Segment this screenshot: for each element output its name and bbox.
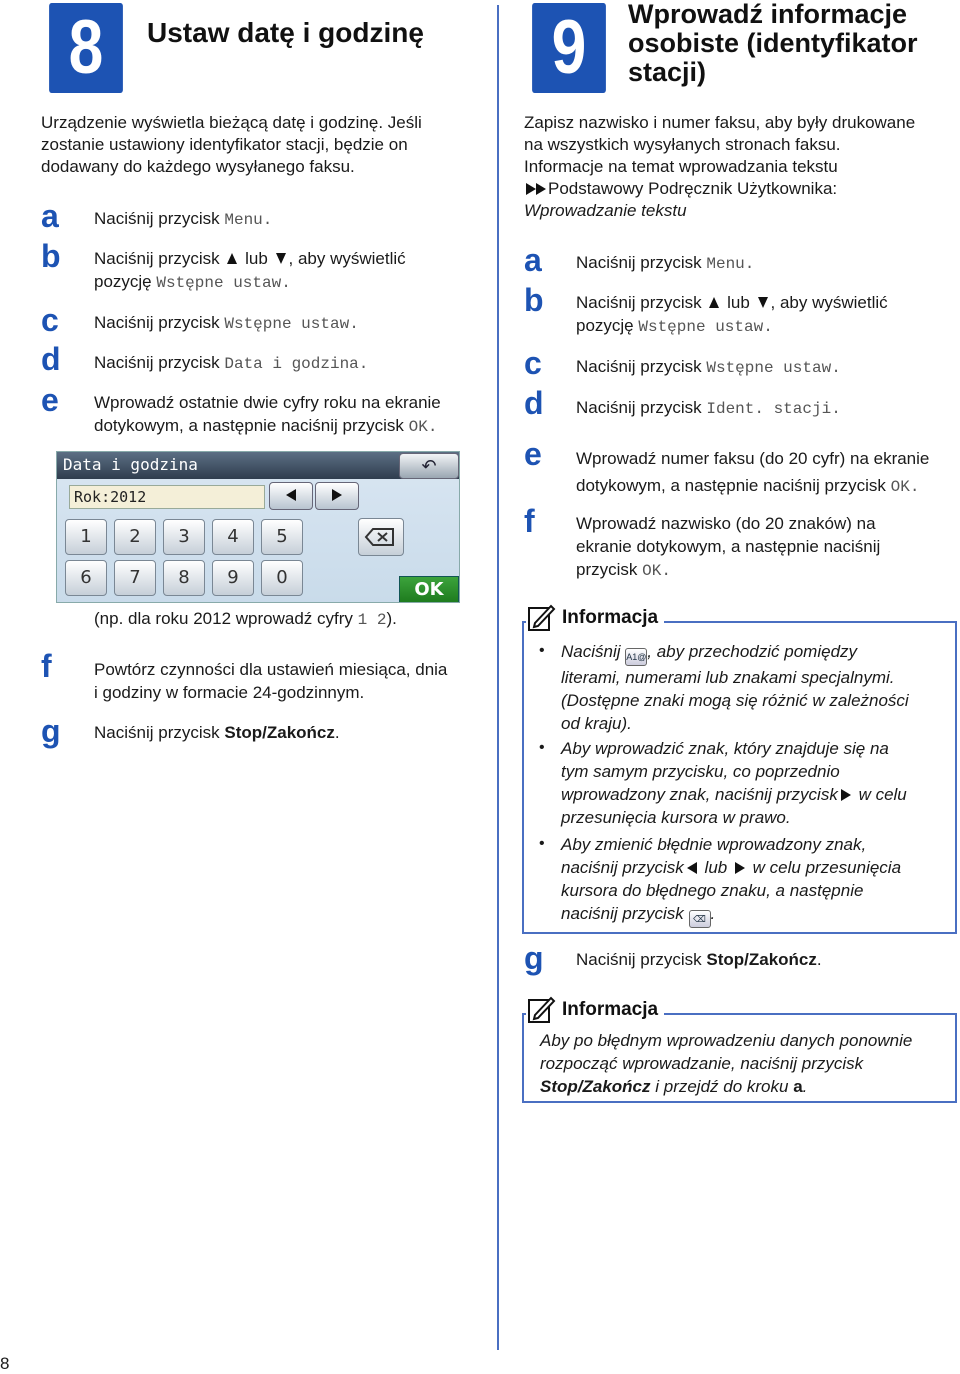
info-header: Informacja [526, 995, 664, 1025]
instruction-e: Wprowadź numer faksu (do 20 cyfr) na ekranie dotykowym, a następnie naciśnij przycisk OK. [576, 449, 930, 496]
step-letter-g: g [524, 940, 544, 976]
lcd-title: Data i godzina [63, 455, 198, 474]
step-title: Wprowadź informacje osobiste (identyfikator stacji) [628, 0, 918, 87]
bullet: • [539, 739, 545, 756]
key-6[interactable]: 6 [65, 560, 107, 596]
backspace-button[interactable] [358, 518, 404, 556]
key-8[interactable]: 8 [163, 560, 205, 596]
step-letter-f: f [524, 503, 535, 539]
instruction-f: Wprowadź nazwisko (do 20 znaków) na ekranie dotykowym, a następnie naciśnij przycisk OK. [576, 514, 881, 580]
instruction-a: Naciśnij przycisk Menu. [94, 209, 273, 229]
page-number: 8 [0, 1354, 10, 1373]
instruction-c: Naciśnij przycisk Wstępne ustaw. [576, 357, 841, 377]
right-arrow-icon [332, 489, 342, 501]
instruction-g: Naciśnij przycisk Stop/Zakończ. [94, 723, 340, 742]
key-4[interactable]: 4 [212, 519, 254, 555]
bullet: • [539, 835, 545, 852]
left-arrow-button[interactable] [269, 482, 313, 510]
info-text: Aby po błędnym wprowadzeniu danych ponownie rozpocząć wprowadzanie, naciśnij przycisk Stop/Zakończ i przejdź do kroku a. [540, 1031, 913, 1096]
instruction-d: Naciśnij przycisk Data i godzina. [94, 353, 369, 373]
back-icon: ↶ [421, 456, 437, 476]
key-7[interactable]: 7 [114, 560, 156, 596]
up-arrow-icon [227, 253, 237, 264]
key-5[interactable]: 5 [261, 519, 303, 555]
instruction-g: Naciśnij przycisk Stop/Zakończ. [576, 950, 822, 969]
step-letter-c: c [524, 345, 542, 381]
step-letter-c: c [41, 302, 59, 338]
down-arrow-icon [276, 253, 286, 264]
right-arrow-button[interactable] [315, 482, 359, 510]
step-letter-d: d [524, 385, 544, 421]
step-letter-b: b [41, 238, 61, 274]
info-bullet-1: Naciśnij A1@, aby przechodzić pomiędzy literami, numerami lub znakami specjalnymi. (Dostępne znaki mogą się różnić w zależności od kraju). [561, 642, 909, 733]
key-3[interactable]: 3 [163, 519, 205, 555]
instruction-e: Wprowadź ostatnie dwie cyfry roku na ekranie dotykowym, a następnie naciśnij przycisk OK. [94, 393, 441, 436]
up-arrow-icon [709, 297, 719, 308]
step-letter-a: a [41, 198, 59, 234]
a1-symbol-key-icon: A1@ [625, 648, 647, 666]
step-letter-d: d [41, 341, 61, 377]
key-2[interactable]: 2 [114, 519, 156, 555]
back-button[interactable] [399, 453, 459, 479]
backspace-key-icon: ⌫ [689, 910, 711, 928]
intro-text: Zapisz nazwisko i numer faksu, aby były drukowane na wszystkich wysyłanych stronach faksu. Informacje na temat wprowadzania tekstu Podstawowy Podręcznik Użytkownika: Wprowadzanie tekstu [524, 113, 916, 220]
intro-text: Urządzenie wyświetla bieżącą datę i godzinę. Jeśli zostanie ustawiony identyfikator stacji, będzie on dodawany do każdego wysyłanego faksu. [41, 113, 422, 176]
instruction-b: Naciśnij przycisk lub , aby wyświetlić pozycję Wstępne ustaw. [94, 249, 406, 292]
info-bullet-2: Aby wprowadzić znak, który znajduje się na tym samym przycisku, co poprzednio wprowadzony znak, naciśnij przycisk w celu przesunięcia kursora w prawo. [561, 739, 907, 827]
key-9[interactable]: 9 [212, 560, 254, 596]
backspace-icon [359, 519, 403, 555]
reference-arrow-icon [536, 183, 546, 195]
step-number-badge: 9 [532, 3, 606, 93]
step-letter-a: a [524, 242, 542, 278]
note-pencil-icon [526, 603, 556, 633]
step-letter-f: f [41, 648, 52, 684]
column-divider [497, 5, 499, 1350]
key-1[interactable]: 1 [65, 519, 107, 555]
down-arrow-icon [758, 297, 768, 308]
step-letter-e: e [41, 382, 59, 418]
reference-arrow-icon [526, 183, 536, 195]
left-arrow-icon [286, 489, 296, 501]
year-field[interactable]: Rok:2012 [69, 485, 265, 509]
instruction-a: Naciśnij przycisk Menu. [576, 253, 755, 273]
left-arrow-icon [687, 862, 697, 874]
touchscreen-image [56, 451, 460, 603]
bullet: • [539, 642, 545, 659]
example-text: (np. dla roku 2012 wprowadź cyfry 1 2). [94, 609, 397, 629]
instruction-f: Powtórz czynności dla ustawień miesiąca, dnia i godziny w formacie 24-godzinnym. [94, 660, 448, 702]
step-number-badge: 8 [49, 3, 123, 93]
info-bullet-3: Aby zmienić błędnie wprowadzony znak, naciśnij przycisk lub w celu przesunięcia kursora do błędnego znaku, a następnie naciśnij przycisk ⌫ . [561, 833, 901, 928]
ok-button[interactable]: OK [399, 576, 459, 603]
instruction-d: Naciśnij przycisk Ident. stacji. [576, 398, 841, 418]
right-arrow-icon [841, 789, 851, 801]
instruction-b: Naciśnij przycisk lub , aby wyświetlić pozycję Wstępne ustaw. [576, 293, 888, 336]
info-header: Informacja [526, 603, 664, 633]
right-arrow-icon [735, 862, 745, 874]
instruction-c: Naciśnij przycisk Wstępne ustaw. [94, 313, 359, 333]
step-letter-e: e [524, 436, 542, 472]
step-title: Ustaw datę i godzinę [147, 17, 424, 48]
step-letter-g: g [41, 713, 61, 749]
note-pencil-icon [526, 995, 556, 1025]
step-letter-b: b [524, 282, 544, 318]
key-0[interactable]: 0 [261, 560, 303, 596]
